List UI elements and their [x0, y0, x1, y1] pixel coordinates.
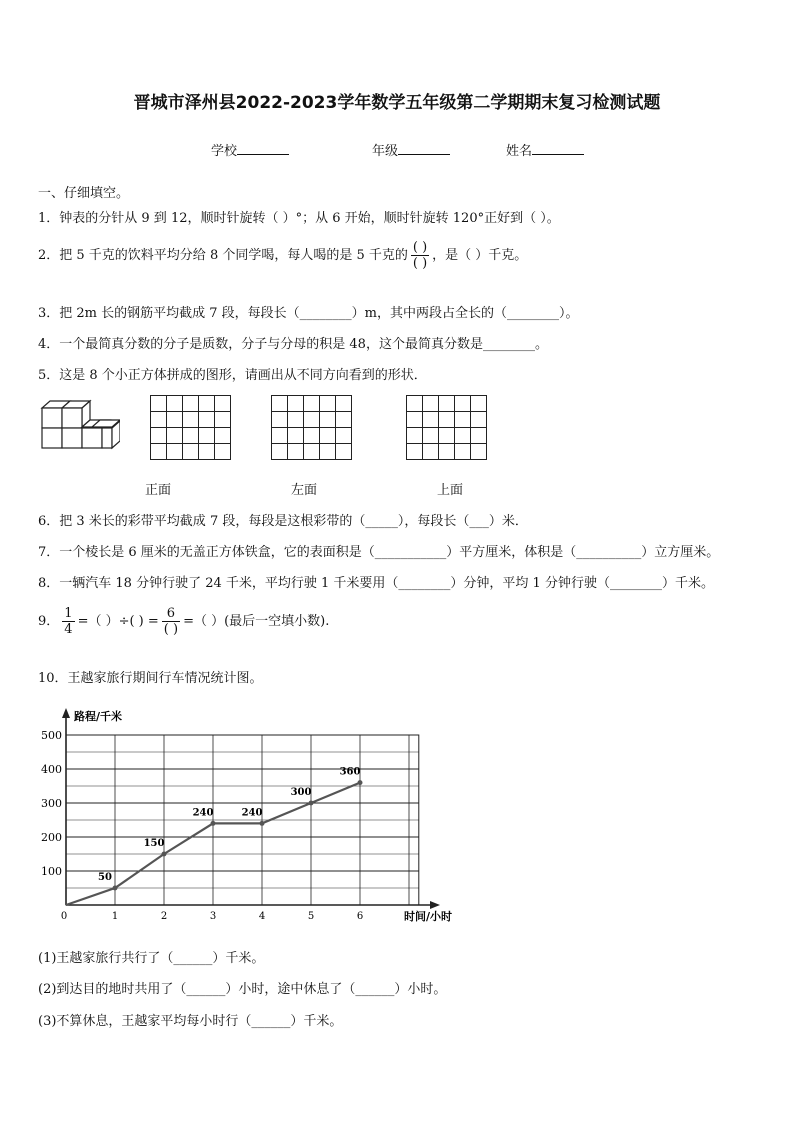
fraction-numerator: 1 [64, 606, 73, 621]
x-tick-label: 5 [307, 911, 315, 922]
grade-label: 年级 [372, 144, 399, 159]
question-9-fraction-1 [62, 606, 74, 637]
question-6: 6．把 3 米长的彩带平均截成 7 段，每段是这根彩带的（_____），每段长（___）米． [38, 514, 528, 529]
fraction-numerator: 6 [166, 606, 176, 621]
x-tick-label: 3 [209, 911, 217, 922]
data-label: 240 [192, 807, 214, 819]
data-label: 50 [98, 872, 112, 883]
caption-top: 上面 [437, 483, 464, 498]
sub-question-1: (1)王越家旅行共行了（______）千米。 [38, 951, 265, 966]
question-1: 1．钟表的分针从 9 到 12，顺时针旋转（ ）°；从 6 开始，顺时针旋转 120°正好到（ ）。 [38, 211, 560, 226]
section-heading: 一、仔细填空。 [38, 186, 130, 201]
question-2-fraction [411, 240, 429, 271]
x-tick-label: 4 [258, 911, 266, 922]
question-2 [38, 240, 527, 271]
question-5: 5．这是 8 个小正方体拼成的图形，请画出从不同方向看到的形状． [38, 368, 427, 383]
y-tick-label: 400 [41, 763, 62, 776]
data-point [113, 886, 118, 891]
question-10: 10．王越家旅行期间行车情况统计图。 [38, 671, 263, 686]
x-tick-label: 0 [60, 911, 68, 922]
question-4: 4．一个最简真分数的分子是质数，分子与分母的积是 48，这个最简真分数是________。 [38, 337, 548, 352]
fraction-denominator: ( ) [163, 622, 179, 637]
fraction-denominator: ( ) [412, 256, 428, 271]
x-tick-label: 2 [160, 911, 168, 922]
data-label: 150 [143, 838, 165, 849]
x-tick-label: 1 [111, 911, 119, 922]
left-view-grid[interactable] [271, 395, 352, 460]
fraction-numerator: ( ) [412, 240, 428, 255]
school-blank[interactable] [237, 143, 289, 155]
question-9-middle: =（ ）÷( ) = [77, 614, 159, 629]
y-tick-label: 100 [41, 865, 62, 878]
data-point [211, 821, 216, 826]
question-9-number: 9． [38, 614, 60, 629]
top-view-grid[interactable] [406, 395, 487, 460]
y-axis-label: 路程/千米 [74, 710, 123, 723]
y-axis-arrow [62, 708, 70, 718]
question-2-tail: ，是（ ）千克。 [432, 248, 528, 263]
question-7: 7．一个棱长是 6 厘米的无盖正方体铁盒，它的表面积是（___________）平方厘米，体积是（__________）立方厘米。 [38, 545, 720, 560]
fraction-denominator: 4 [64, 622, 73, 637]
x-tick-label: 6 [356, 911, 364, 922]
name-field [506, 140, 584, 159]
data-label: 240 [241, 807, 263, 819]
page-title: 晋城市泽州县2022-2023学年数学五年级第二学期期末复习检测试题 [133, 93, 661, 113]
y-tick-label: 300 [41, 797, 62, 810]
caption-front: 正面 [145, 483, 172, 498]
sub-question-3: (3)不算休息，王越家平均每小时行（______）千米。 [38, 1014, 343, 1029]
name-blank[interactable] [532, 143, 584, 155]
question-9-fraction-2 [162, 606, 180, 637]
question-3: 3．把 2m 长的钢筋平均截成 7 段，每段长（________）m，其中两段占全长的（________）。 [38, 306, 579, 321]
data-point [260, 821, 265, 826]
question-8: 8．一辆汽车 18 分钟行驶了 24 千米，平均行驶 1 千米要用（________）分钟，平均 1 分钟行驶（________）千米。 [38, 576, 714, 591]
school-label: 学校 [211, 144, 238, 159]
caption-left: 左面 [291, 483, 318, 498]
data-point [309, 801, 314, 806]
name-label: 姓名 [506, 144, 533, 159]
data-label: 360 [339, 766, 361, 778]
front-view-grid[interactable] [150, 395, 231, 460]
grade-field [372, 140, 450, 159]
grade-blank[interactable] [398, 143, 450, 155]
travel-line-chart [36, 700, 476, 930]
question-2-text: 2．把 5 千克的饮料平均分给 8 个同学喝，每人喝的是 5 千克的 [38, 248, 408, 263]
data-label: 300 [290, 787, 312, 798]
data-point [162, 852, 167, 857]
school-field [211, 140, 289, 159]
question-9 [38, 606, 329, 637]
question-9-end: =（ ）(最后一空填小数). [183, 614, 330, 629]
y-tick-label: 500 [41, 729, 62, 742]
sub-question-2: (2)到达目的地时共用了（______）小时，途中休息了（______）小时。 [38, 982, 447, 997]
x-axis-arrow [430, 901, 440, 909]
y-tick-label: 200 [41, 831, 62, 844]
x-axis-label: 时间/小时 [404, 910, 453, 923]
cube-figure [36, 398, 120, 460]
data-point [358, 780, 363, 785]
